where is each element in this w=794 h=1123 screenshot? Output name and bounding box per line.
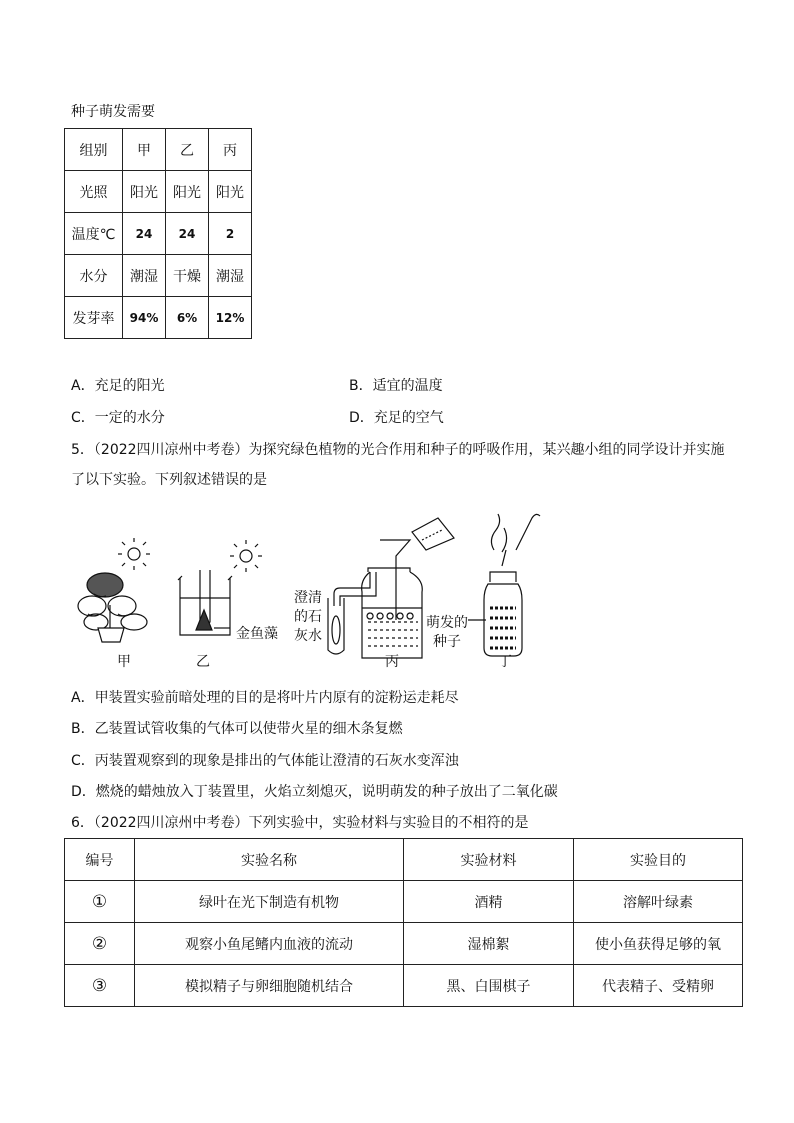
seeds-label-2: 种子 bbox=[433, 634, 461, 650]
table-cell: 代表精子、受精卵 bbox=[574, 965, 743, 1007]
limewater-label-1: 澄清 bbox=[294, 590, 322, 606]
table-cell: 丙 bbox=[209, 129, 252, 171]
table-cell: 光照 bbox=[65, 171, 123, 213]
table-cell: 绿叶在光下制造有机物 bbox=[135, 881, 404, 923]
table-cell: 24 bbox=[166, 213, 209, 255]
table-cell: 黑、白围棋子 bbox=[404, 965, 574, 1007]
table-cell: 温度℃ bbox=[65, 213, 123, 255]
q4-heading: 种子萌发需要 bbox=[71, 104, 155, 120]
table-cell: 干燥 bbox=[166, 255, 209, 297]
table-cell: 乙 bbox=[166, 129, 209, 171]
figure-label-jia: 甲 bbox=[117, 654, 131, 670]
beaker-apparatus bbox=[178, 540, 262, 635]
table-cell: 阳光 bbox=[209, 171, 252, 213]
table-cell: 观察小鱼尾鳍内血液的流动 bbox=[135, 923, 404, 965]
table-cell: 24 bbox=[123, 213, 166, 255]
table-cell: ③ bbox=[65, 965, 135, 1007]
table-cell: ② bbox=[65, 923, 135, 965]
q5-stem-line2: 了以下实验。下列叙述错误的是 bbox=[71, 472, 267, 488]
table-cell: ① bbox=[65, 881, 135, 923]
q5-option-d: D．燃烧的蜡烛放入丁装置里，火焰立刻熄灭，说明萌发的种子放出了二氧化碳 bbox=[71, 784, 558, 800]
table-header-cell: 编号 bbox=[65, 839, 135, 881]
seed-jar-apparatus bbox=[468, 514, 540, 656]
q5-option-a: A．甲装置实验前暗处理的目的是将叶片内原有的淀粉运走耗尽 bbox=[71, 690, 459, 706]
table-header-cell: 实验材料 bbox=[404, 839, 574, 881]
table-header-cell: 实验目的 bbox=[574, 839, 743, 881]
q4-option-b: B．适宜的温度 bbox=[349, 378, 443, 394]
table-cell: 水分 bbox=[65, 255, 123, 297]
goldfish-algae-label: 金鱼藻 bbox=[236, 626, 278, 642]
figure-label-bing: 丙 bbox=[385, 654, 399, 670]
table-cell: 模拟精子与卵细胞随机结合 bbox=[135, 965, 404, 1007]
table-row bbox=[65, 297, 252, 339]
table-cell: 组别 bbox=[65, 129, 123, 171]
table-cell: 湿棉絮 bbox=[404, 923, 574, 965]
table-cell: 2 bbox=[209, 213, 252, 255]
table-cell: 溶解叶绿素 bbox=[574, 881, 743, 923]
table-row bbox=[65, 171, 252, 213]
germination-table bbox=[64, 128, 252, 339]
q6-stem: 6．（2022四川凉州中考卷）下列实验中，实验材料与实验目的不相符的是 bbox=[71, 815, 529, 831]
table-row bbox=[65, 965, 743, 1007]
table-row bbox=[65, 129, 252, 171]
q5-stem-line1: 5．（2022四川凉州中考卷）为探究绿色植物的光合作用和种子的呼吸作用，某兴趣小组的同学设计并实施 bbox=[71, 442, 725, 458]
table-cell: 潮湿 bbox=[123, 255, 166, 297]
table-row bbox=[65, 881, 743, 923]
table-row bbox=[65, 923, 743, 965]
figure-label-ding: 丁 bbox=[498, 654, 512, 670]
table-cell: 阳光 bbox=[123, 171, 166, 213]
q5-option-b: B．乙装置试管收集的气体可以使带火星的细木条复燃 bbox=[71, 721, 403, 737]
table-header-row bbox=[65, 839, 743, 881]
plant-apparatus bbox=[78, 538, 150, 642]
q5-option-c: C．丙装置观察到的现象是排出的气体能让澄清的石灰水变浑浊 bbox=[71, 753, 459, 769]
table-cell: 发芽率 bbox=[65, 297, 123, 339]
table-cell: 阳光 bbox=[166, 171, 209, 213]
q4-option-a: A．充足的阳光 bbox=[71, 378, 165, 394]
table-cell: 使小鱼获得足够的氧 bbox=[574, 923, 743, 965]
experiment-table bbox=[64, 838, 743, 1007]
table-row bbox=[65, 213, 252, 255]
limewater-label-3: 灰水 bbox=[294, 628, 322, 644]
table-cell: 94% bbox=[123, 297, 166, 339]
limewater-label-2: 的石 bbox=[294, 609, 322, 625]
table-row bbox=[65, 255, 252, 297]
table-cell: 酒精 bbox=[404, 881, 574, 923]
q4-option-d: D．充足的空气 bbox=[349, 410, 444, 426]
q4-option-c: C．一定的水分 bbox=[71, 410, 165, 426]
seeds-label-1: 萌发的 bbox=[426, 615, 468, 631]
table-cell: 12% bbox=[209, 297, 252, 339]
table-header-cell: 实验名称 bbox=[135, 839, 404, 881]
figure-label-yi: 乙 bbox=[196, 654, 210, 670]
table-cell: 6% bbox=[166, 297, 209, 339]
table-cell: 甲 bbox=[123, 129, 166, 171]
table-cell: 潮湿 bbox=[209, 255, 252, 297]
